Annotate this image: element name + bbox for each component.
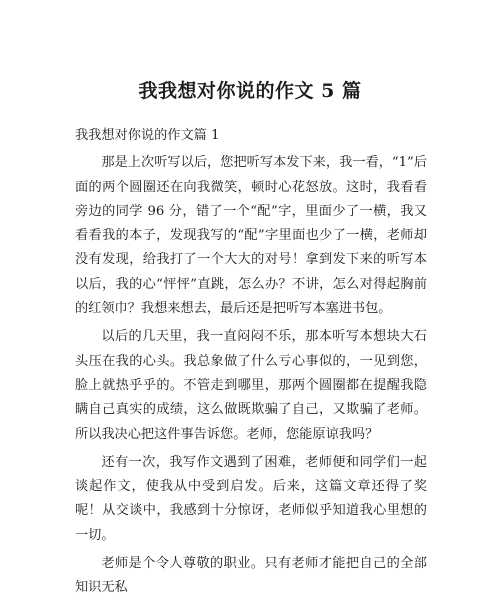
document-title: 我我想对你说的作文 5 篇 <box>138 80 362 102</box>
section-heading: 我我想对你说的作文篇 1 <box>75 128 220 143</box>
paragraph-2: 以后的几天里，我一直闷闷不乐，那本听写本想块大石头压在我的心头。我总象做了什么亏心事似的，一见到您，脸上就热乎乎的。不管走到哪里，那两个圆圈都在提醒我隐瞒自己真实的成绩，这么做既欺骗了自己，又欺骗了老师。所以我决心把这件事告诉您。老师，您能原谅我吗？ <box>75 329 427 442</box>
paragraph-3: 还有一次，我写作文遇到了困难，老师便和同学们一起谈起作文，使我从中受到启发。后来，这篇文章还得了奖呢！从交谈中，我感到十分惊讶，老师似乎知道我心里想的一切。 <box>75 454 427 543</box>
paragraph-4: 老师是个令人尊敬的职业。只有老师才能把自己的全部知识无私 <box>75 556 427 596</box>
paragraph-1: 那是上次听写以后，您把听写本发下来，我一看，“1”后面的两个圆圈还在向我微笑，顿时心花怒放。这时，我看看旁边的同学 96 分，错了一个“配”字，里面少了一横，我又看看我的本子，发现我写的“配”字里面也少了一横，老师却没有发现，给我打了一个大大的对号！拿到发下来的听写本以后，我的心“怦怦”直跳，怎么办？不讲，怎么对得起胸前的红领巾？我想来想去，最后还是把听写本塞进书包。 <box>75 155 427 317</box>
document-body <box>75 124 427 605</box>
